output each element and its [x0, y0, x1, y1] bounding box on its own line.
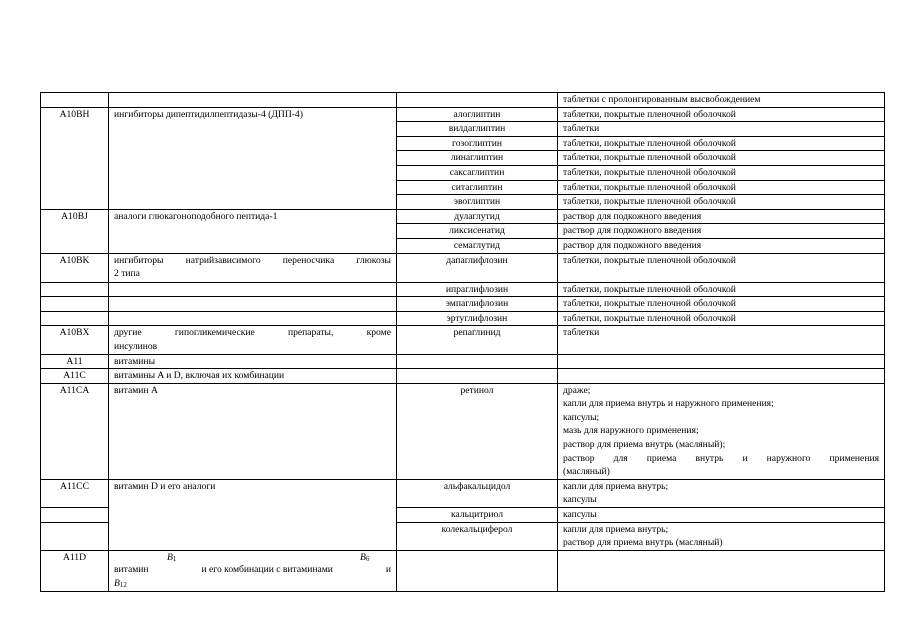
dosage-form-cell [558, 195, 885, 210]
inn-cell [397, 354, 558, 369]
table-row [41, 282, 885, 297]
atc-code-cell: A11 [41, 354, 109, 369]
inn-cell: ипраглифлозин [397, 282, 558, 297]
vitamin-b-formula [114, 551, 391, 589]
inn-cell: саксаглиптин [397, 165, 558, 180]
table-row [41, 107, 885, 122]
atc-code-cell: A11CC [41, 479, 109, 507]
inn-cell: кальцитриол [397, 508, 558, 523]
drug-classification-table [40, 92, 885, 592]
table-row [41, 311, 885, 326]
vitamin-b1-symbol: $B_1$ [167, 551, 177, 563]
inn-cell: линаглиптин [397, 151, 558, 166]
group-name-cell [109, 93, 397, 108]
dosage-form-line: таблетки [563, 123, 600, 135]
dosage-form-line: раствор для приема внутрь и наружного применения [563, 452, 879, 464]
atc-code-cell: A10BJ [41, 209, 109, 253]
inn-cell: альфакальцидол [397, 479, 558, 507]
inn-cell: ситаглиптин [397, 180, 558, 195]
dosage-form-cell [558, 354, 885, 369]
inn-cell: семаглутид [397, 238, 558, 253]
group-name-cell [109, 311, 397, 326]
dosage-form-cell [558, 282, 885, 297]
group-name-cell: ингибиторы дипептидилпептидазы-4 (ДПП-4) [109, 107, 397, 209]
group-name-line: другие гипогликемические препараты, кроме [114, 327, 391, 339]
table-row [41, 369, 885, 384]
atc-code-cell: A10BH [41, 107, 109, 209]
dosage-form-line: таблетки, покрытые пленочной оболочкой [563, 108, 736, 120]
dosage-form-line: капсулы [563, 509, 597, 521]
dosage-form-cell [558, 369, 885, 384]
inn-cell [397, 369, 558, 384]
group-name-cell: витамин D и его аналоги [109, 479, 397, 550]
inn-cell [397, 550, 558, 591]
dosage-form-cell [558, 508, 885, 523]
dosage-form-cell [558, 326, 885, 354]
inn-cell: дулаглутид [397, 209, 558, 224]
dosage-form-line: таблетки, покрытые пленочной оболочкой [563, 166, 736, 178]
dosage-form-line: таблетки, покрытые пленочной оболочкой [563, 137, 736, 149]
dosage-form-cell [558, 224, 885, 239]
dosage-form-cell [558, 209, 885, 224]
atc-code-cell: A10BK [41, 253, 109, 282]
atc-code-cell: A11CA [41, 383, 109, 479]
dosage-form-cell [558, 253, 885, 282]
inn-cell: дапаглифлозин [397, 253, 558, 282]
atc-code-cell [41, 311, 109, 326]
dosage-form-cell [558, 136, 885, 151]
dosage-form-line: таблетки, покрытые пленочной оболочкой [563, 283, 736, 295]
dosage-form-cell [558, 180, 885, 195]
group-name-cell [109, 253, 397, 282]
dosage-form-line: драже; [563, 384, 591, 396]
group-name-cell [109, 282, 397, 297]
group-name-cell: витамины A и D, включая их комбинации [109, 369, 397, 384]
table-row [41, 383, 885, 479]
dosage-form-line: раствор для подкожного введения [563, 225, 702, 237]
dosage-form-cell [558, 383, 885, 479]
dosage-form-cell [558, 93, 885, 108]
dosage-form-line: капли для приема внутрь; [563, 480, 669, 492]
group-name-line: ингибиторы натрийзависимого переносчика глюкозы [114, 254, 391, 266]
table-row [41, 326, 885, 354]
dosage-form-line: мазь для наружного применения; [563, 425, 699, 437]
dosage-form-line: капсулы; [563, 411, 600, 423]
dosage-form-cell [558, 479, 885, 507]
table-row [41, 93, 885, 108]
vitamin-b12-symbol: $B_{12}$ [114, 577, 127, 589]
dosage-form-cell [558, 297, 885, 312]
inn-cell: алоглиптин [397, 107, 558, 122]
dosage-form-line: таблетки, покрытые пленочной оболочкой [563, 181, 736, 193]
inn-cell: ликсисенатид [397, 224, 558, 239]
atc-code-cell [41, 93, 109, 108]
atc-code-cell: A11D [41, 550, 109, 591]
inn-cell: репаглинид [397, 326, 558, 354]
inn-cell: гозоглиптин [397, 136, 558, 151]
dosage-form-cell [558, 311, 885, 326]
dosage-form-line: раствор для приема внутрь (масляный) [563, 537, 723, 549]
vitamin-b6-symbol: $B_6$ [360, 551, 370, 563]
atc-code-cell: A10BX [41, 326, 109, 354]
atc-code-cell: A11C [41, 369, 109, 384]
dosage-form-line: таблетки, покрытые пленочной оболочкой [563, 196, 736, 208]
dosage-form-line: раствор для подкожного введения [563, 239, 702, 251]
dosage-form-cell [558, 165, 885, 180]
dosage-form-line: капли для приема внутрь и наружного применения; [563, 398, 774, 410]
group-name-word: и его комбинации с витаминами [201, 563, 333, 575]
dosage-form-line: (масляный) [563, 466, 610, 478]
group-name-cell [109, 550, 397, 591]
table-row [41, 479, 885, 507]
group-name-cell: аналоги глюкагоноподобного пептида-1 [109, 209, 397, 253]
dosage-form-cell [558, 107, 885, 122]
group-name-line: инсулинов [114, 340, 158, 352]
dosage-form-cell [558, 522, 885, 550]
dosage-form-line: таблетки, покрытые пленочной оболочкой [563, 298, 736, 310]
group-name-word: витамин [114, 563, 149, 575]
dosage-form-line: капли для приема внутрь; [563, 523, 669, 535]
group-name-cell [109, 326, 397, 354]
dosage-form-line: таблетки [563, 327, 600, 339]
dosage-form-line: раствор для подкожного введения [563, 210, 702, 222]
inn-cell: колекальциферол [397, 522, 558, 550]
inn-cell: вилдаглиптин [397, 122, 558, 137]
inn-cell: ретинол [397, 383, 558, 479]
table-row [41, 297, 885, 312]
dosage-form-cell [558, 151, 885, 166]
dosage-form-line: таблетки, покрытые пленочной оболочкой [563, 254, 736, 266]
atc-code-cell [41, 282, 109, 297]
atc-code-cell [41, 522, 109, 550]
inn-cell [397, 93, 558, 108]
dosage-form-line: раствор для приема внутрь (масляный); [563, 439, 726, 451]
inn-cell: эвоглиптин [397, 195, 558, 210]
group-name-word: и [385, 563, 391, 575]
group-name-cell [109, 297, 397, 312]
dosage-form-cell [558, 550, 885, 591]
atc-code-cell [41, 297, 109, 312]
dosage-form-cell [558, 238, 885, 253]
atc-code-cell [41, 508, 109, 523]
group-name-line: 2 типа [114, 268, 140, 280]
dosage-form-line: капсулы [563, 494, 597, 506]
table-row [41, 550, 885, 591]
inn-cell: эмпаглифлозин [397, 297, 558, 312]
dosage-form-line: таблетки с пролонгированным высвобождением [563, 94, 761, 105]
group-name-cell: витамины [109, 354, 397, 369]
inn-cell: эртуглифлозин [397, 311, 558, 326]
group-name-cell: витамин A [109, 383, 397, 479]
dosage-form-cell [558, 122, 885, 137]
dosage-form-line: таблетки, покрытые пленочной оболочкой [563, 152, 736, 164]
dosage-form-line: таблетки, покрытые пленочной оболочкой [563, 312, 736, 324]
table-row [41, 209, 885, 224]
table-row [41, 354, 885, 369]
table-row [41, 253, 885, 282]
